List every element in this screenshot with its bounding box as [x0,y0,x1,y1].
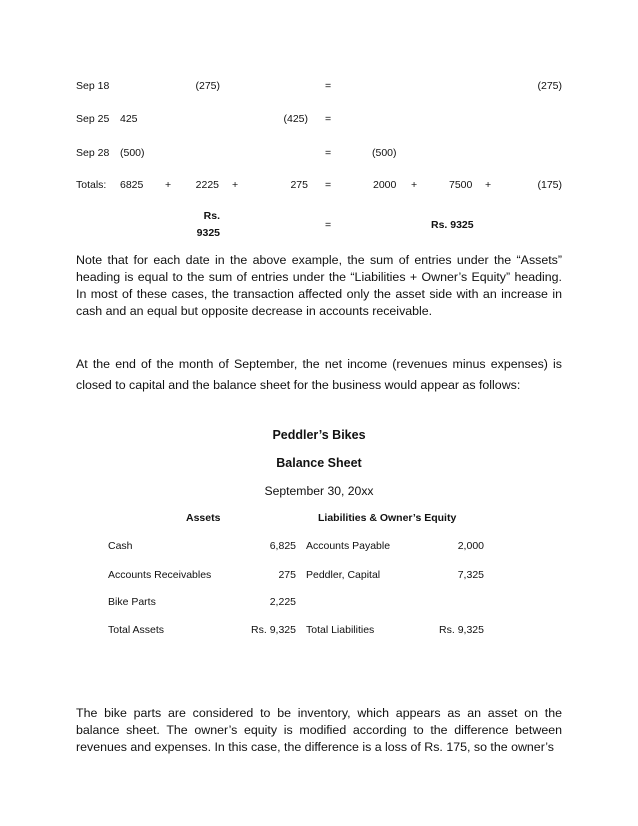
plus-sign: + [411,179,418,191]
asset-label: Cash [108,540,133,552]
row-date: Sep 18 [76,80,110,92]
cell-bike-parts: (425) [283,113,308,125]
equals-sign: = [325,179,332,191]
asset-value: Rs. 9,325 [251,624,296,636]
plus-sign: + [485,179,492,191]
equals-sign: = [325,219,332,231]
liabilities-header: Liabilities & Owner’s Equity [318,512,457,524]
asset-label: Total Assets [108,624,165,636]
row-date: Sep 25 [76,113,110,125]
equals-sign: = [325,147,332,159]
asset-value: 275 [278,569,296,581]
liability-label: Accounts Payable [306,540,391,552]
liability-value: 7,325 [457,569,484,581]
total-capital: 7500 [449,179,473,191]
equals-sign: = [325,80,332,92]
liability-label: Total Liabilities [306,624,375,636]
total-cash: 6825 [120,179,144,191]
cell-capital: (275) [537,80,562,92]
asset-label: Bike Parts [108,596,156,608]
liability-value: 2,000 [457,540,484,552]
total-receivables: 2225 [195,179,219,191]
company-name: Peddler’s Bikes [272,428,366,442]
paragraph-note: Note that for each date in the above example, the sum of entries under the “Assets” heading is equal to the sum of entries under the “Liabilities + Owner’s Equity” heading. In most of these cases, the transaction affected only the asset side with an increase in cash and an equal but opposite decrease in accounts receivable. [76,253,562,318]
balance-sheet-title: Balance Sheet [276,456,362,470]
asset-value: 2,225 [269,596,296,608]
cell-receivables: (275) [195,80,220,92]
equals-sign: = [325,113,332,125]
total-bike-parts: 275 [290,179,308,191]
liability-label: Peddler, Capital [306,569,381,581]
balance-sheet-date: September 30, 20xx [264,484,374,498]
cell-cash: 425 [120,113,138,125]
totals-label: Totals: [76,179,107,191]
sum-left-currency: Rs. [203,210,220,222]
total-accounts-payable: 2000 [373,179,397,191]
liability-value: Rs. 9,325 [439,624,484,636]
plus-sign: + [165,179,172,191]
paragraph-inventory: The bike parts are considered to be inventory, which appears as an asset on the balance sheet. The owner’s equity is modified according to the difference between revenues and expenses. In this case, the difference is a loss of Rs. 175, so the owner’s [76,706,562,754]
assets-header: Assets [186,512,221,524]
paragraph-net-income: At the end of the month of September, the net income (revenues minus expenses) is closed to capital and the balance sheet for the business would appear as follows: [76,357,562,392]
sum-left-amount: 9325 [196,227,220,239]
total-net-income: (175) [537,179,562,191]
cell-accounts-payable: (500) [372,147,397,159]
cell-cash: (500) [120,147,145,159]
sum-right-amount: Rs. 9325 [431,219,474,231]
asset-label: Accounts Receivables [108,569,212,581]
plus-sign: + [232,179,239,191]
row-date: Sep 28 [76,147,110,159]
asset-value: 6,825 [269,540,296,552]
